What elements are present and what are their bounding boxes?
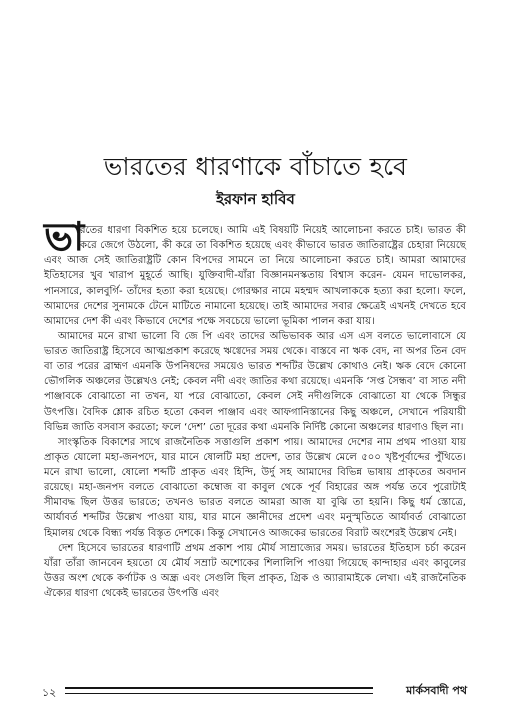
drop-cap: ভা: [44, 215, 85, 260]
drop-cap-spacer: [44, 223, 80, 253]
journal-name: মার্কসবাদী পথ: [406, 684, 467, 697]
article-title: ভারতের ধারণাকে বাঁচাতে হবে: [103, 152, 408, 181]
paragraph: আমাদের মনে রাখা ভালো বি জে পি এবং তাদের অভিভাবক আর এস এস বলতে ভালোবাসে যে ভারত জাতিরাষ্ট্র হিসেবে আত্মপ্রকাশ করেছে ঋগ্বেদের সময় থেকে। বাস্তবে না ঋক বেদ, না অপর তিন বেদ বা তার পরের ব্রাহ্মণ এমনকি উপনিষদের সময়েও ভারত শব্দটির উল্লেখ কোথাও নেই। ঋক বেদে কোনো ভৌগলিক অঞ্চলের উল্লেখও নেই; কেবল নদী এবং জাতির কথা রয়েছে। এমনকি ‘সপ্ত সৈন্ধব’ বা সাত নদী পাঞ্জাবকে বোঝাতো না তখন, যা পরে বোঝাতো, কেবল সেই নদীগুলিকে বোঝাতো যা থেকে সিন্ধুর উৎপত্তি। বৈদিক শ্লোক রচিত হতো কেবল পাঞ্জাব এবং আফগানিস্তানের কিছু অঞ্চলে, সেখানে পরিযায়ী বিভিন্ন জাতি বসবাস করতো; ফলে ‘দেশ’ তো দূরের কথা এমনকি নির্দিষ্ট কোনো অঞ্চলের ধারণাও ছিল না।: [44, 330, 466, 433]
paragraph: দেশ হিসেবে ভারতের ধারণাটি প্রথম প্রকাশ পায় মৌর্য সাম্রাজ্যের সময়। ভারতের ইতিহাস চর্চা করেন যাঁরা তাঁরা জানবেন হয়তো যে মৌর্য সম্রাট অশোকের শিলালিপি পাওয়া গিয়েছে কান্দাহার এবং কাবুলের উত্তর অংশ থেকে কর্ণাটক ও অন্ধ্র এবং সেগুলি ছিল প্রাকৃত, গ্রিক ও অ্যারামাইকে লেখা। এই রাজনৈতিক ঐক্যের ধারণা থেকেই ভারতের উৎপত্তি এবং: [44, 542, 466, 599]
paragraph: রতের ধারণা বিকশিত হয়ে চলেছে। আমি এই বিষয়টি নিয়েই আলোচনা করতে চাই। ভারত কী করে জেগে উঠলো, কী করে তা বিকশিত হয়েছে এবং কীভাবে ভারত জাতিরাষ্ট্রের চেহারা নিয়েছে এবং আজ সেই জাতিরাষ্ট্রটি কোন বিপদের সামনে তা নিয়ে আলোচনা করতে চাই। আমরা আমাদের ইতিহাসের খুব খারাপ মুহূর্তে আছি। যুক্তিবাদী-যাঁরা বিজ্ঞানমনস্কতায় বিশ্বাস করেন- যেমন দাভোলকর, পানসারে, কালবুর্গি- তাঁদের হত্যা করা হয়েছে। গোরক্ষার নামে মহম্মদ আখলাককে হত্যা করা হলো। ফলে, আমাদের দেশের সুনামকে টেনে মাটিতে নামানো হয়েছে। তাই আমাদের সবার ক্ষেত্রেই এখনই দেখতে হবে আমাদের দেশ কী এবং কিভাবে দেশের পক্ষে সবচেয়ে ভালো ভূমিকা পালন করা যায়।: [44, 225, 466, 327]
page-number: ১২: [42, 686, 57, 699]
article-author: ইরফান হাবিব: [216, 190, 295, 208]
article-body: [44, 223, 466, 601]
footer-rule: [65, 687, 373, 694]
paragraph: সাংস্কৃতিক বিকাশের সাথে রাজনৈতিক সত্তাগুলি প্রকাশ পায়। আমাদের দেশের নাম প্রথম পাওয়া যায় প্রাকৃত যোলো মহা-জনপদে, যার মানে ষোলটি মহা প্রদেশ, তার উল্লেখ মেলে ৫০০ খৃষ্টপূর্বাব্দের পুঁথিতে। মনে রাখা ভালো, ষোলো শব্দটি প্রাকৃত এবং হিন্দি, উর্দু সহ আমাদের বিভিন্ন ভাষায় প্রাকৃতের অবদান রয়েছে। মহা-জনপদ বলতে বোঝাতো কম্বোজ বা কাবুল থেকে পূর্ব বিহারের অঙ্গ পর্যন্ত তবে পুরোটাই সীমাবদ্ধ ছিল উত্তর ভারতে; তখনও ভারত বলতে আমরা আজ যা বুঝি তা হয়নি। কিছু ধর্ম স্তোত্রে, আর্যাবর্ত শব্দটির উল্লেখ পাওয়া যায়, যার মানে জ্ঞানীদের প্রদেশ এবং মনুস্মৃতিতে আর্যাবর্ত বোঝাতো হিমালয় থেকে বিন্ধ্য পর্যন্ত বিস্তৃত দেশকে। কিন্তু সেখানেও আজকের ভারতের বিরাট অংশেরই উল্লেখ নেই।: [44, 436, 466, 539]
